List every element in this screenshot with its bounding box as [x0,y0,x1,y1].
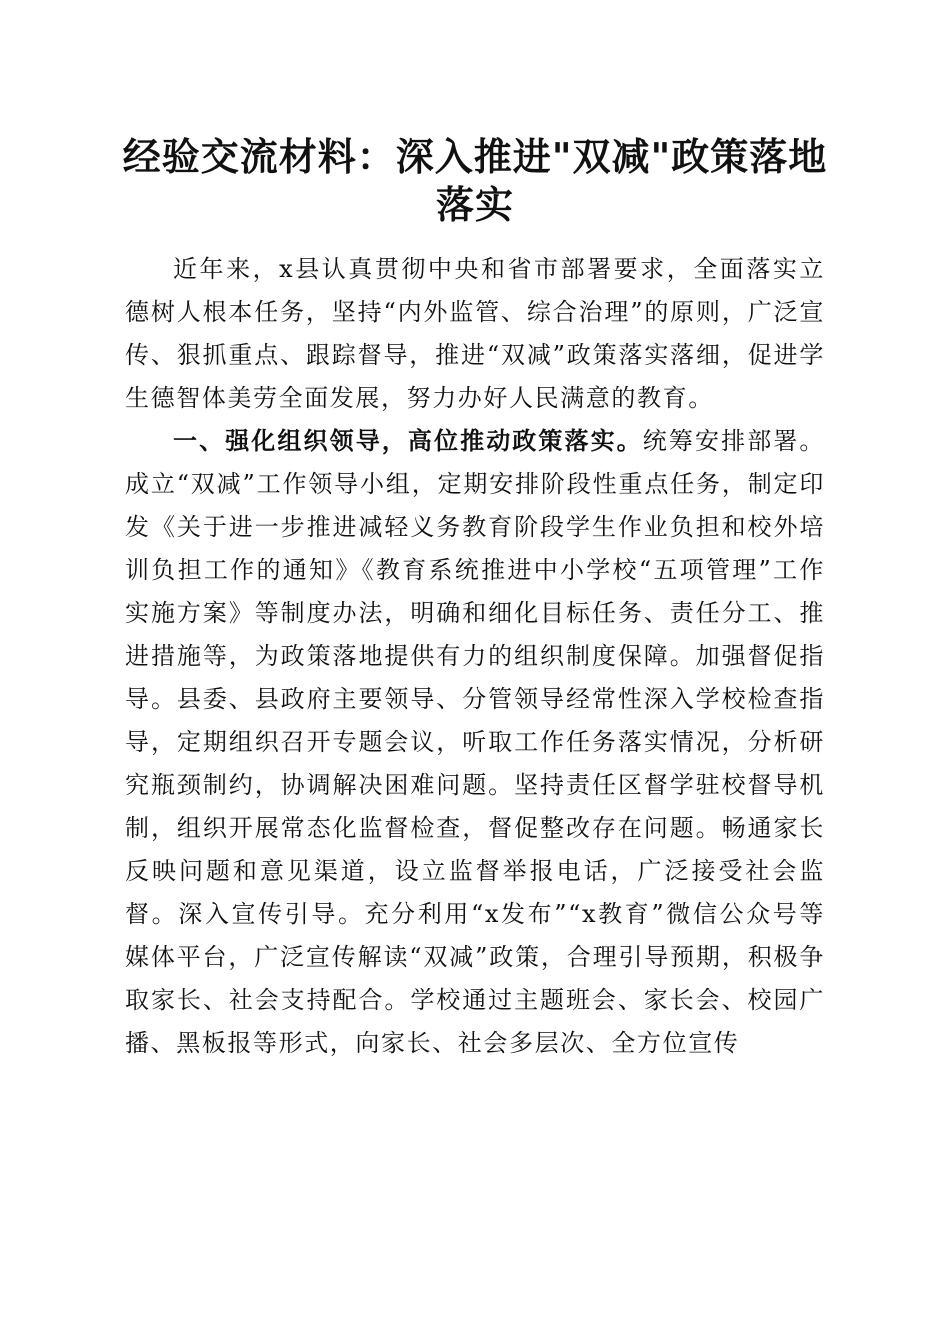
paragraph-text: 统筹安排部署。成立“双减”工作领导小组，定期安排阶段性重点任务，制定印发《关于进一步推进减轻义务教育阶段学生作业负担和校外培训负担工作的通知》《教育系统推进中小学校“五项管理”工作实施方案》等制度办法，明确和细化目标任务、责任分工、推进措施等，为政策落地提供有力的组织制度保障。加强督促指导。县委、县政府主要领导、分管领导经常性深入学校检查指导，定期组织召开专题会议，听取工作任务落实情况，分析研究瓶颈制约，协调解决困难问题。坚持责任区督学驻校督导机制，组织开展常态化监督检查，督促整改存在问题。畅通家长反映问题和意见渠道，设立监督举报电话，广泛接受社会监督。深入宣传引导。充分利用“x发布”“x教育”微信公众号等媒体平台，广泛宣传解读“双减”政策，合理引导预期，积极争取家长、社会支持配合。学校通过主题班会、家长会、校园广播、黑板报等形式，向家长、社会多层次、全方位宣传 [125,427,825,1057]
section-one-paragraph [125,420,825,1065]
paragraph-text: 近年来，x县认真贯彻中央和省市部署要求，全面落实立德树人根本任务，坚持“内外监管、综合治理”的原则，广泛宣传、狠抓重点、跟踪督导，推进“双减”政策落实落细，促进学生德智体美劳全面发展，努力办好人民满意的教育。 [125,255,825,412]
intro-paragraph [125,248,825,420]
section-heading: 一、强化组织领导，高位推动政策落实。 [173,427,643,455]
document-body [125,248,825,1065]
document-title: 经验交流材料：深入推进"双减"政策落地落实 [122,134,828,227]
